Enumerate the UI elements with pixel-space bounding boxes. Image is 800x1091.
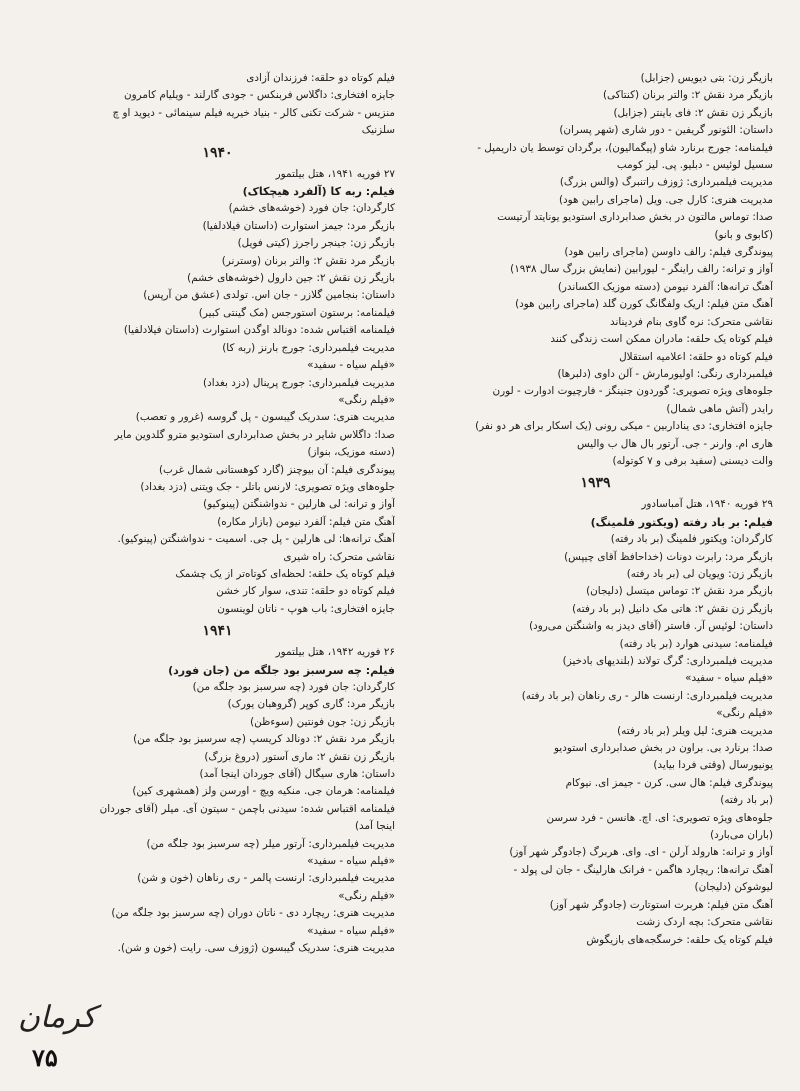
text-line: نقاشی متحرک: بچه اردک زشت	[636, 916, 773, 929]
year-heading-1941: ۱۹۴۱	[202, 623, 233, 640]
text-line: هاری ام. وارنر - جی. آرتور بال هال ب والیس	[576, 437, 773, 450]
text-line: بازیگر مرد نقش ۲: والتر برنان (وسترنر)	[221, 254, 395, 267]
text-line: جایزه افتخاری: دی یناداربین - میکی رونی (یک اسکار برای هر دو نفر)	[475, 420, 773, 433]
text-line: فیلمنامه: هرمان جی. منکیه ویچ - اورسن ولز (همشهری کین)	[132, 785, 395, 798]
text-line: سسیل لوئیس - دبلیو. پی. لیز کومب	[616, 159, 773, 172]
text-line: آواز و ترانه: رالف راینگر - لیورابین (نمایش بزرگ سال ۱۹۳۸)	[510, 263, 773, 276]
text-line: داستان: لوئیس آر. فاستر (آقای دیدز به واشنگتن می‌رود)	[529, 620, 773, 633]
text-line: «فیلم رنگی»	[338, 393, 395, 406]
text-line: (بر باد رفته)	[720, 794, 773, 807]
text-line: آهنگ متن فیلم: اریک ولفگانگ کورن گلد (ماجرای رابین هود)	[515, 298, 773, 311]
text-line: نقاشی متحرک: راه شیری	[283, 550, 395, 563]
text-line: پیوندگری فیلم: رالف داوسن (ماجرای رابین هود)	[564, 246, 773, 259]
text-line: آهنگ ترانه‌ها: ریچارد هاگمن - فرانک هارلینگ - جان لی پولد -	[513, 863, 773, 876]
text-line: بازیگر مرد: جیمز استوارت (داستان فیلادلفیا)	[202, 219, 395, 232]
text-line: بازیگر مرد نقش ۲: توماس میتسل (دلیجان)	[586, 585, 773, 598]
text-line: فیلم کوتاه دو حلقه: اعلامیه استقلال	[619, 350, 773, 363]
text-line: مدیریت هنری: لیل ویلر (بر باد رفته)	[617, 724, 773, 737]
text-line: بازیگر زن نقش ۲: فای باینتر (جزابل)	[613, 106, 773, 119]
text-line: آواز و ترانه: لی هارلین - ندواشنگتن (پینوکیو)	[203, 498, 395, 511]
text-line: مدیریت فیلمبرداری: جورج پرینال (دزد بغداد)	[203, 376, 395, 389]
text-line: جایزه افتخاری: داگلاس فربنکس - جودی گارلند - ویلیام کامرون	[123, 89, 395, 102]
text-line: داستان: هاری سیگال (آقای جوردان اینجا آمد)	[199, 768, 395, 781]
text-line: پیوندگری فیلم: آن بیوچنز (گارد کوهستانی شمال غرب)	[159, 463, 395, 476]
text-line: فیلم: چه سرسبز بود جلگه من (جان فورد)	[168, 663, 395, 677]
text-line: آهنگ متن فیلم: هربرت استوتارت (جادوگر شهر آوز)	[549, 898, 773, 911]
text-line: آهنگ ترانه‌ها: آلفرد نیومن (دسته موزیک الکساندر)	[557, 280, 773, 293]
text-line: یونیورسال (وقتی فردا بیاید)	[653, 759, 773, 772]
text-line: (باران می‌بارد)	[710, 829, 773, 842]
text-line: کارگردان: ویکتور فلمینگ (بر باد رفته)	[610, 533, 773, 546]
text-line: بازیگر مرد: رابرت دونات (خداحافظ آقای چیپس)	[564, 550, 773, 563]
text-line: فیلمنامه: سیدنی هوارد (بر باد رفته)	[619, 637, 773, 650]
text-line: فیلم کوتاه یک حلقه: مادران ممکن است زندگی کنند	[550, 333, 773, 346]
text-line: اینجا آمد)	[354, 820, 395, 833]
text-line: داستان: بنجامین گلازر - جان اس. تولدی (عشق من آرپس)	[143, 289, 395, 302]
text-line: بازیگر مرد نقش ۲: والتر برنان (کنتاکی)	[602, 89, 773, 102]
text-line: رایدر (آتش ماهی شمال)	[666, 402, 773, 415]
text-line: فیلم کوتاه یک حلقه: خرسگجه‌های بازیگوش	[586, 933, 773, 946]
text-line: آواز و ترانه: هارولد آرلن - ای. وای. هربرگ (جادوگر شهر آوز)	[509, 846, 773, 859]
year-heading-1939: ۱۹۳۹	[580, 475, 611, 492]
year-heading-1940: ۱۹۴۰	[202, 144, 233, 161]
text-line: بازیگر زن نقش ۲: جین دارول (خوشه‌های خشم)	[187, 272, 395, 285]
text-line: ۲۹ فوریه ۱۹۴۰، هتل آمباسادور	[641, 498, 773, 511]
text-line: مدیریت فیلمبرداری: ارنست هالر - ری رناهان (بر باد رفته)	[521, 689, 773, 702]
text-line: نقاشی متحرک: نره گاوی بنام فردیناند	[610, 315, 773, 328]
text-line: بازیگر زن نقش ۲: هاتی مک دانیل (بر باد رفته)	[572, 602, 773, 615]
text-line: فیلمنامه اقتباس شده: دونالد اوگدن استوارت (داستان فیلادلفیا)	[123, 324, 395, 337]
text-line: مدیریت هنری: سدریک گیبسون - پل گروسه (غرور و تعصب)	[135, 411, 395, 424]
text-line: مدیریت فیلمبرداری: جورج بارنز (ربه کا)	[222, 341, 395, 354]
text-line: (دسته موزیک، بنواز)	[307, 446, 395, 459]
text-line: «فیلم سیاه - سفید»	[307, 924, 395, 937]
text-line: فیلمنامه اقتباس شده: سیدنی باچمن - سیتون آی. میلر (آقای جوردان	[99, 802, 395, 815]
text-line: فیلم کوتاه دو حلقه: تندی، سوار کار خشن	[216, 585, 395, 598]
page-number: ۷۵	[32, 1043, 58, 1072]
text-line: فیلمبرداری رنگی: اولیورمارش - آلن داوی (دلبرها)	[557, 367, 773, 380]
text-line: بازیگر زن: بتی دیویس (جزابل)	[640, 72, 773, 84]
text-line: صدا: برنارد بی. براون در بخش صدابرداری استودیو	[553, 742, 773, 755]
text-line: مدیریت فیلمبرداری: گرگ تولاند (بلندیهای بادخیز)	[562, 655, 773, 667]
text-line: جلوه‌های ویژه تصویری: ای. اچ. هانسن - فرد سرسن	[546, 811, 773, 824]
text-line: فیلم کوتاه دو حلقه: فرزندان آزادی	[246, 72, 395, 84]
text-line: بازیگر زن: ویویان لی (بر باد رفته)	[626, 567, 773, 580]
text-line: «فیلم رنگی»	[338, 889, 395, 902]
text-line: صدا: داگلاس شایر در بخش صدابرداری استودیو مترو گلدوین مایر	[114, 428, 395, 441]
text-line: ۲۶ فوریه ۱۹۴۲، هتل بیلتمور	[275, 646, 395, 659]
text-line: «فیلم سیاه - سفید»	[307, 855, 395, 868]
text-line: کارگردان: جان فورد (چه سرسبز بود جلگه من)	[192, 681, 395, 693]
text-line: منزیس - شرکت تکنی کالر - بنیاد خیریه فیلم سینمائی - دیوید او چ	[112, 106, 395, 119]
text-line: بازیگر زن: جون فونتین (سوءظن)	[250, 715, 395, 728]
text-line: صدا: توماس مالتون در بخش صدابرداری استودیو یونایتد آرتیست	[497, 211, 773, 224]
text-line: فیلمنامه: برستون استورجس (مک گینتی کبیر)	[198, 306, 395, 319]
text-line: مدیریت فیلمبرداری: ارنست پالمر - ری رناهان (خون و شن)	[137, 872, 395, 885]
text-line: لیوشوکن (دلیجان)	[694, 881, 773, 894]
text-line: داستان: الئونور گریفین - دور شاری (شهر پسران)	[559, 124, 773, 137]
text-line: آهنگ متن فیلم: آلفرد نیومن (بازار مکاره)	[217, 515, 395, 528]
text-line: فیلم: ربه کا (آلفرد هیچکاک)	[242, 185, 395, 199]
text-line: (کابوی و بانو)	[714, 228, 773, 241]
text-line: جایزه افتخاری: باب هوپ - ناتان لوینسون	[217, 602, 395, 615]
text-line: ۲۷ فوریه ۱۹۴۱، هتل بیلتمور	[275, 167, 395, 180]
text-line: والت دیسنی (سفید برفی و ۷ کوتوله)	[612, 454, 773, 467]
text-line: فیلم: بر باد رفته (ویکتور فلمینگ)	[590, 515, 773, 529]
text-line: پیوندگری فیلم: هال سی. کرن - جیمز ای. نیوکام	[565, 776, 773, 789]
text-line: مدیریت هنری: ریچارد دی - ناتان دوران (چه سرسبز بود جلگه من)	[111, 907, 395, 920]
text-line: «فیلم سیاه - سفید»	[307, 359, 395, 372]
text-line: «فیلم سیاه - سفید»	[685, 672, 773, 685]
text-line: فیلم کوتاه یک حلقه: لحظه‌ای کوتاه‌تر از یک چشمک	[175, 567, 395, 580]
magazine-logo: کرمان	[18, 1000, 97, 1035]
text-line: بازیگر زن: جینجر راجرز (کیتی فویل)	[237, 237, 395, 250]
text-line: بازیگر زن نقش ۲: ماری آستور (دروغ بزرگ)	[204, 750, 395, 763]
text-line: مدیریت هنری: کارل جی. ویل (ماجرای رابین هود)	[558, 193, 773, 206]
text-line: مدیریت هنری: سدریک گیبسون (ژوزف سی. رایت (خون و شن).	[117, 942, 395, 955]
text-line: کارگردان: جان فورد (خوشه‌های خشم)	[228, 202, 395, 215]
text-line: بازیگر مرد: گاری کوپر (گروهبان یورک)	[227, 698, 395, 711]
text-line: مدیریت فیلمبرداری: ژوزف راتنبرگ (والس بزرگ)	[559, 176, 773, 189]
right-column	[418, 70, 773, 949]
text-line: سلزنیک	[361, 124, 395, 137]
text-line: «فیلم رنگی»	[716, 707, 773, 720]
text-line: مدیریت فیلمبرداری: آرتور میلر (چه سرسبز بود جلگه من)	[146, 837, 395, 850]
text-line: آهنگ ترانه‌ها: لی هارلین - پل جی. اسمیت - ندواشنگتن (پینوکیو).	[117, 533, 395, 546]
text-line: بازیگر مرد نقش ۲: دونالد کریسپ (چه سرسبز بود جلگه من)	[133, 733, 395, 746]
text-line: فیلمنامه: جورج برنارد شاو (پیگمالیون)، برگردان توسط یان داریمپل -	[477, 141, 773, 154]
text-line: جلوه‌های ویژه تصویری: لارنس باتلر - جک ویتنی (دزد بغداد)	[140, 480, 395, 493]
text-line: جلوه‌های ویژه تصویری: گوردون جنینگز - فارچیوت ادوارت - لورن	[492, 385, 773, 398]
left-column	[40, 70, 395, 958]
